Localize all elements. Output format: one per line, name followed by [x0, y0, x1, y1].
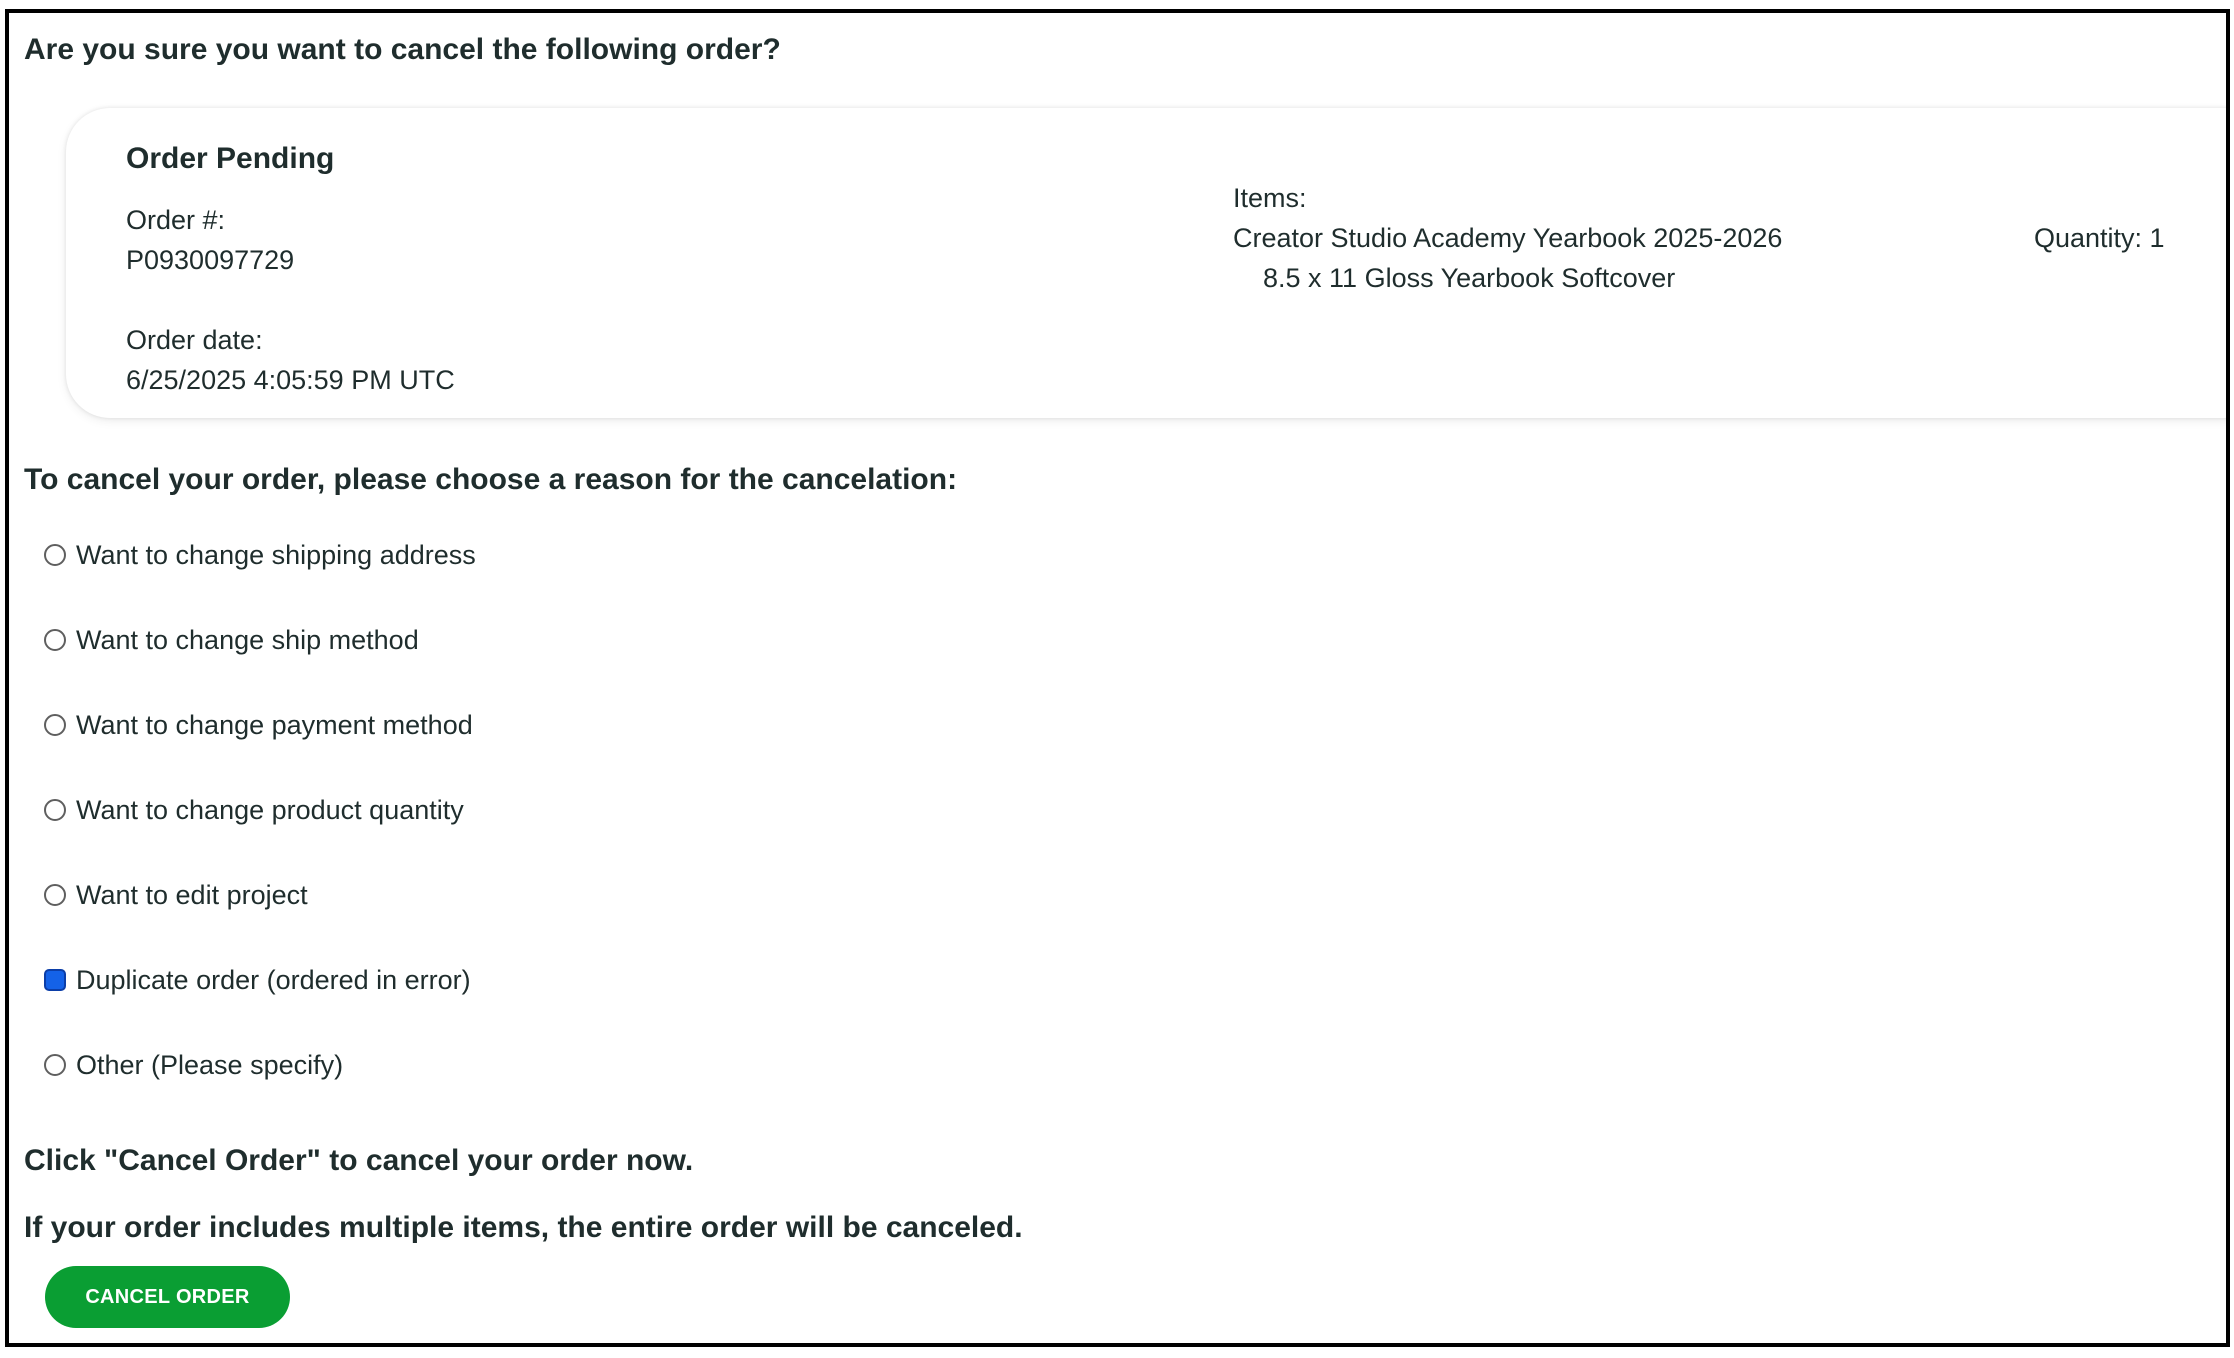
click-instruction: Click "Cancel Order" to cancel your order now. [24, 1144, 694, 1177]
radio-button-selected[interactable] [44, 969, 66, 991]
radio-button[interactable] [44, 884, 66, 906]
radio-button[interactable] [44, 544, 66, 566]
radio-button[interactable] [44, 799, 66, 821]
items-label: Items: [1233, 183, 1307, 213]
reason-option-other[interactable] [44, 1048, 343, 1082]
order-number-label: Order #: [126, 205, 226, 235]
item-quantity: Quantity: 1 [2034, 223, 2165, 253]
cancel-order-button[interactable]: CANCEL ORDER [45, 1266, 290, 1328]
reason-label: Other (Please specify) [76, 1049, 344, 1080]
reason-label: Duplicate order (ordered in error) [76, 964, 471, 995]
item-name: Creator Studio Academy Yearbook 2025-2026 [1233, 223, 1783, 253]
order-summary-card [66, 108, 2230, 418]
multi-item-warning: If your order includes multiple items, the entire order will be canceled. [24, 1211, 1023, 1244]
reason-label: Want to change ship method [76, 624, 419, 655]
item-variant: 8.5 x 11 Gloss Yearbook Softcover [1263, 263, 1676, 293]
reason-option-payment-method[interactable] [44, 708, 473, 742]
reason-label: Want to edit project [76, 879, 308, 910]
reason-option-duplicate-order[interactable] [44, 963, 471, 997]
order-number-value: P0930097729 [126, 245, 295, 275]
reason-label: Want to change payment method [76, 709, 473, 740]
radio-button[interactable] [44, 714, 66, 736]
order-date-label: Order date: [126, 325, 263, 355]
cancel-order-dialog [5, 9, 2230, 1347]
order-date-value: 6/25/2025 4:05:59 PM UTC [126, 365, 455, 395]
reason-label: Want to change shipping address [76, 539, 476, 570]
confirm-question: Are you sure you want to cancel the following order? [24, 33, 781, 66]
reason-option-product-quantity[interactable] [44, 793, 464, 827]
reason-label: Want to change product quantity [76, 794, 464, 825]
order-status-title: Order Pending [126, 142, 335, 175]
reason-option-edit-project[interactable] [44, 878, 308, 912]
reason-heading: To cancel your order, please choose a reason for the cancelation: [24, 463, 958, 496]
reason-option-ship-method[interactable] [44, 623, 419, 657]
radio-button[interactable] [44, 629, 66, 651]
reason-option-shipping-address[interactable] [44, 538, 476, 572]
radio-button[interactable] [44, 1054, 66, 1076]
